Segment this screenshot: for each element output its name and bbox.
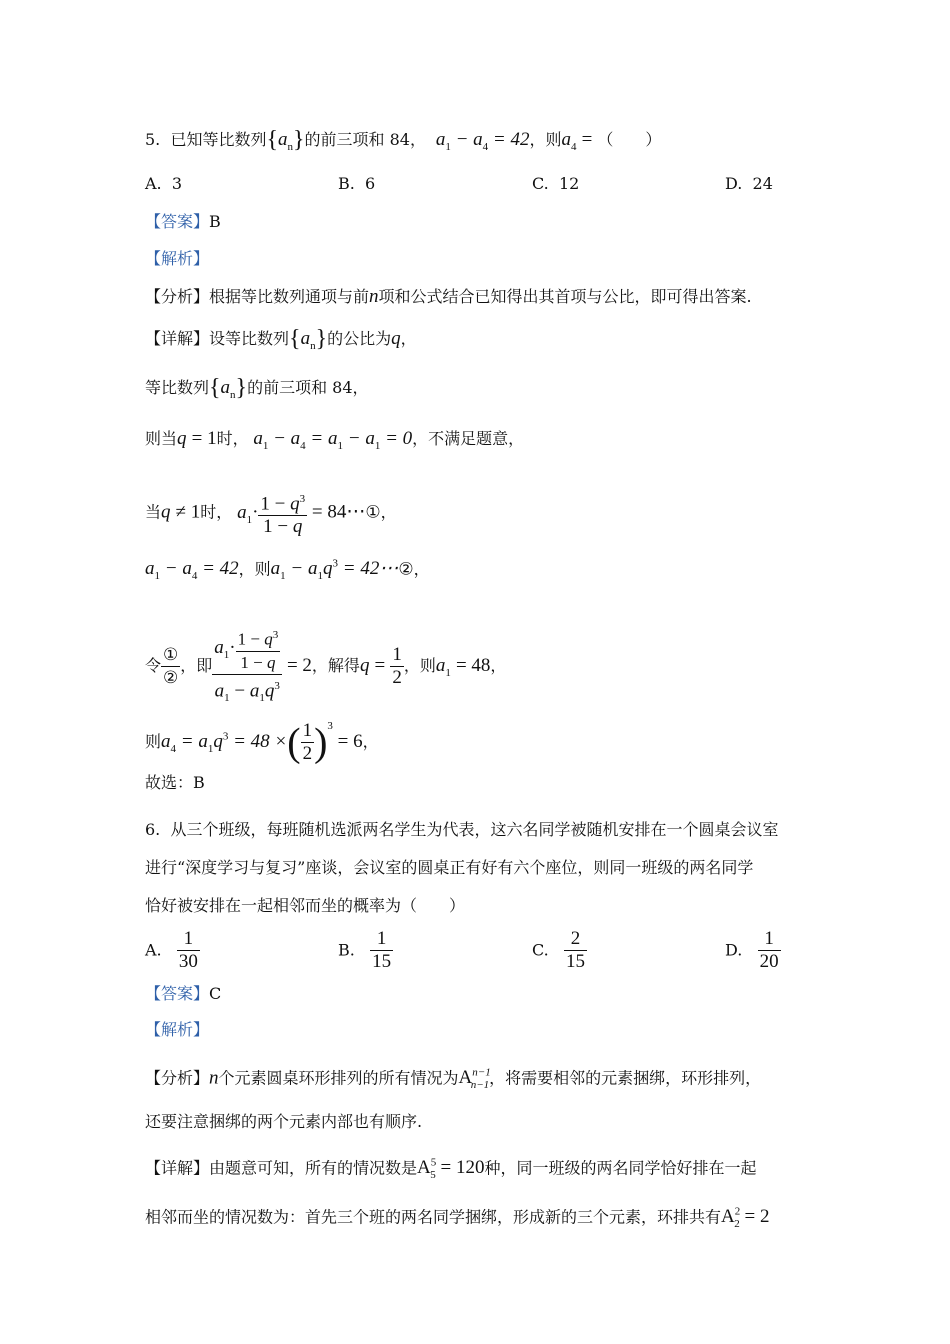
q5-line5: 当q ≠ 1时， $a_1\cdot$ $\frac{1 - q^3}{1 - q}$ = 84⋯①，: [145, 488, 397, 538]
q5-conclusion: 故选：B: [145, 773, 205, 792]
q5-line4: 则当q = 1时， $a_1 - a_4 = a_1 - a_1 = 0$，不满足题意，: [145, 428, 525, 452]
q6-answer: 【答案】C: [145, 984, 222, 1003]
q5-line8: 则$a_4 = a_1q^3 = 48$ ×( $\frac{1}{2}$ )$^3$ = 6，: [145, 719, 379, 765]
q6-stem-line2: 进行“深度学习与复习”座谈，会议室的圆桌正有好有六个座位，则同一班级的两名同学: [145, 858, 754, 877]
q5-stem-text-a: 已知等比数列: [170, 130, 267, 149]
q5-sum-fraction: $\frac{1 - q^3}{1 - q}$: [258, 488, 307, 538]
q6-fenxi: 【分析】n个元素圆桌环形排列的所有情况为$A^{n-1}_{n-1}$，将需要相邻的元素捆绑，环形排列，: [145, 1067, 762, 1092]
q6-stem-line3: 恰好被安排在一起相邻而坐的概率为（ ）: [145, 896, 466, 915]
q6-detail: 【详解】由题意可知，所有的情况数是$A^5_5 = 120$种，同一班级的两名同学恰好排在一起: [145, 1157, 757, 1182]
q6-option-c: C. $\frac{2}{15}$: [532, 928, 586, 972]
q5-option-c: C. 12: [532, 174, 580, 193]
q6-option-b: B. $\frac{1}{15}$: [338, 928, 392, 972]
q5-detail: 【详解】设等比数列$\{a_n\}$的公比为q，: [145, 326, 417, 352]
q6-detail-line2: 相邻而坐的情况数为：首先三个班的两名同学捆绑，形成新的三个元素，环排共有$A^2_2 = 2$: [145, 1206, 770, 1231]
q5-stem-text-d: （ ）: [597, 130, 662, 149]
q5-option-b: B. 6: [338, 174, 376, 193]
q5-answer: 【答案】B: [145, 212, 221, 231]
q6-analysis-heading: 【解析】: [145, 1020, 210, 1039]
q5-number: 5.: [145, 130, 161, 149]
q5-analysis-heading: 【解析】: [145, 249, 210, 268]
q5-option-a: A. 3: [145, 174, 182, 193]
q5-line7: 令 $\frac{\text{①}}{\text{②}}$ ，即 $a_1\cdot$ $\frac{1 - q^3}{1 - q}$ $a_1 - a_1q^3$ = 2，解得q = $\frac{1}{2}$ ，则$a_1 = 48$，: [145, 624, 506, 709]
q5-condition-formula: $a_1 - a_4 = 42$: [431, 129, 530, 153]
q5-line6: $a_1 - a_4 = 42$，则$a_1 - a_1q^3$ = 42⋯②，: [145, 558, 430, 583]
q5-fenxi: 【分析】根据等比数列通项与前n项和公式结合已知得出其首项与公比，即可得出答案.: [145, 286, 752, 307]
q5-stem-text-b: 的前三项和 84，: [304, 130, 426, 149]
q5-stem: 5. 已知等比数列$\{a_n\}$的前三项和 84， $a_1 - a_4 = 42$，则$a_4$ = （ ）: [145, 127, 662, 153]
q6-stem-line1: 6. 从三个班级，每班随机选派两名学生为代表，这六名同学被随机安排在一个圆桌会议室: [145, 820, 779, 839]
q5-line3: 等比数列$\{a_n\}$的前三项和 84，: [145, 375, 369, 401]
q5-stem-text-c: ，则: [529, 130, 562, 149]
q6-option-a: A. $\frac{1}{30}$: [145, 928, 198, 972]
q6-option-d: D. $\frac{1}{20}$: [725, 928, 779, 972]
q5-ratio-fraction: $a_1\cdot$ $\frac{1 - q^3}{1 - q}$ $a_1 - a_1q^3$: [212, 624, 282, 709]
q6-fenxi-line2: 还要注意捆绑的两个元素内部也有顺序.: [145, 1112, 423, 1131]
q5-option-d: D. 24: [725, 174, 773, 193]
